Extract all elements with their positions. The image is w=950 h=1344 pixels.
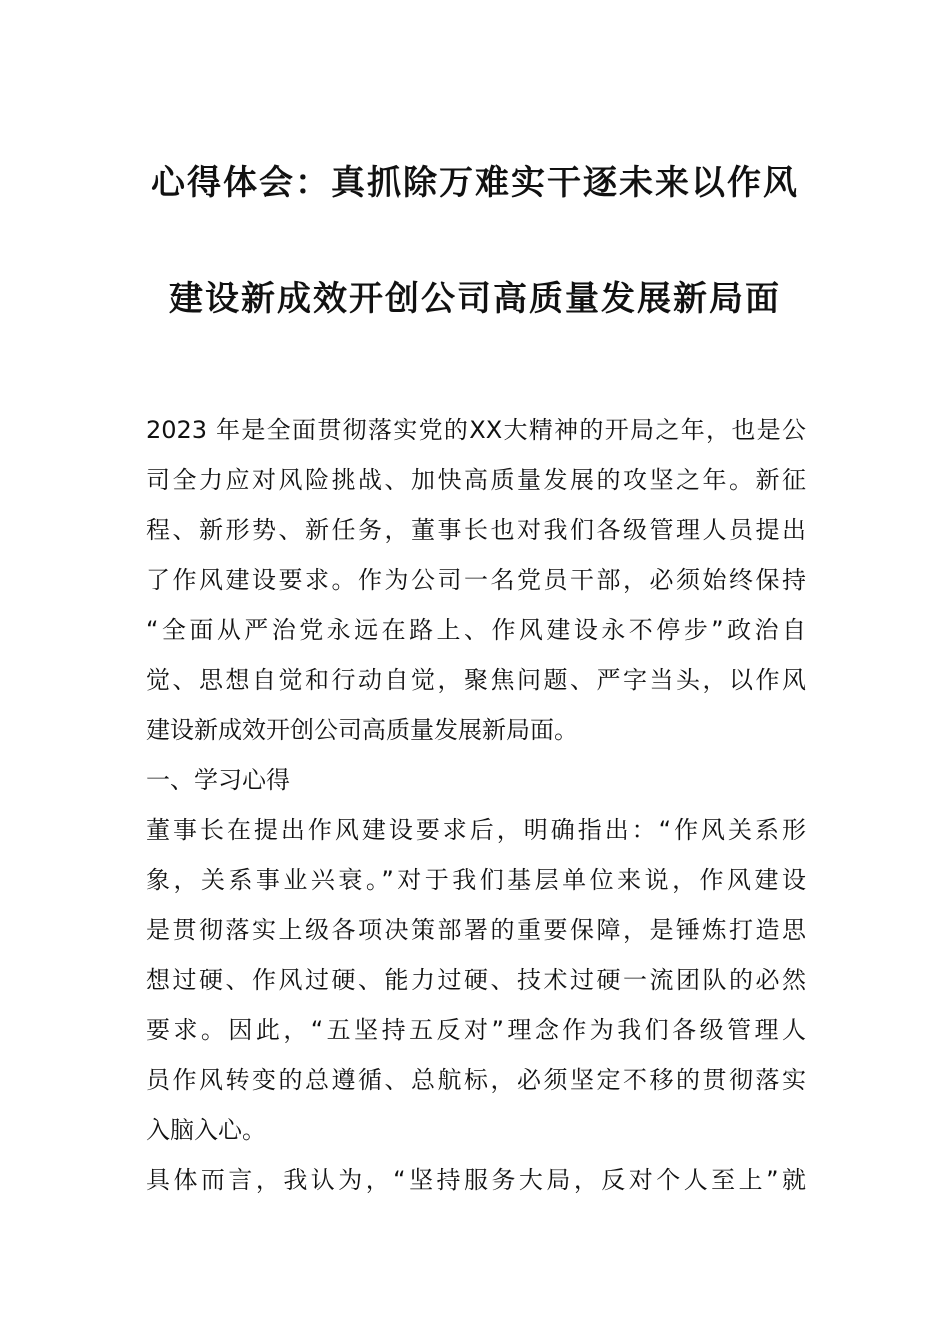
paragraph-line: 入脑入心。	[146, 1116, 266, 1144]
paragraph-line: 觉、思想自觉和行动自觉，聚焦问题、严字当头，以作风	[146, 666, 806, 694]
paragraph-line: 是贯彻落实上级各项决策部署的重要保障，是锤炼打造思	[146, 916, 806, 944]
paragraph-line: 具体而言，我认为，“坚持服务大局，反对个人至上”就	[146, 1166, 806, 1194]
paragraph-line: 员作风转变的总遵循、总航标，必须坚定不移的贯彻落实	[146, 1066, 806, 1094]
paragraph-line: 了作风建设要求。作为公司一名党员干部，必须始终保持	[146, 566, 806, 594]
paragraph-line: “全面从严治党永远在路上、作风建设永不停步”政治自	[146, 616, 806, 644]
paragraph-line: 建设新成效开创公司高质量发展新局面。	[146, 716, 578, 744]
paragraph-line: 想过硬、作风过硬、能力过硬、技术过硬一流团队的必然	[146, 966, 806, 994]
paragraph-line: 象，关系事业兴衰。”对于我们基层单位来说，作风建设	[146, 866, 806, 894]
paragraph-line: 董事长在提出作风建设要求后，明确指出：“作风关系形	[146, 816, 806, 844]
paragraph-line: 2023 年是全面贯彻落实党的XX大精神的开局之年，也是公	[146, 416, 806, 444]
section-heading: 一、学习心得	[146, 766, 290, 794]
document-title-line-1: 心得体会：真抓除万难实干逐未来以作风	[151, 163, 799, 203]
paragraph-line: 要求。因此，“五坚持五反对”理念作为我们各级管理人	[146, 1016, 806, 1044]
document-title-line-2: 建设新成效开创公司高质量发展新局面	[169, 279, 781, 319]
paragraph-line: 程、新形势、新任务，董事长也对我们各级管理人员提出	[146, 516, 806, 544]
paragraph-line: 司全力应对风险挑战、加快高质量发展的攻坚之年。新征	[146, 466, 806, 494]
